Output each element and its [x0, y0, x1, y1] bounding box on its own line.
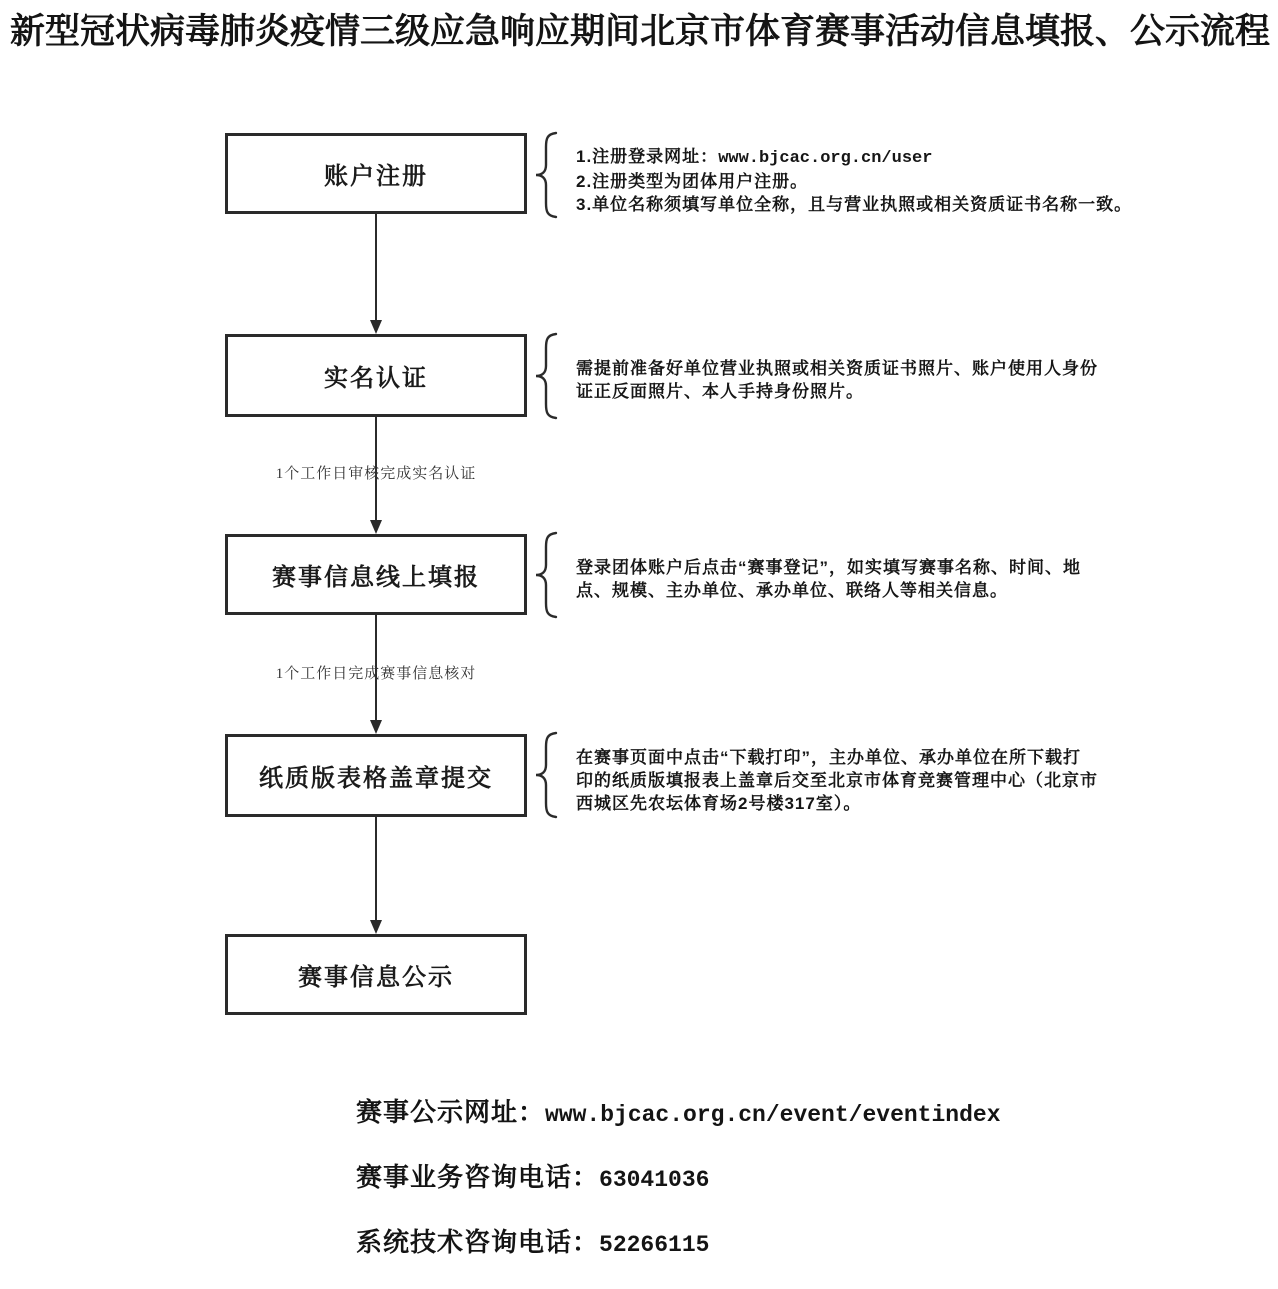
flow-step-label: 赛事信息公示 [298, 965, 454, 991]
connector-label-real-name-review: 1个工作日审核完成实名认证 [275, 466, 477, 482]
flow-step-box-real-name [225, 334, 527, 417]
register-url: www.bjcac.org.cn/user [718, 149, 933, 168]
note-line: 在赛事页面中点击“下载打印”，主办单位、承办单位在所下载打 [576, 748, 1081, 767]
arrow-down-icon [370, 920, 382, 934]
footer-label: 赛事业务咨询电话： [356, 1163, 600, 1192]
arrow-down-icon [370, 720, 382, 734]
footer-label: 赛事公示网址： [356, 1098, 546, 1127]
flow-connector-line [375, 214, 377, 321]
note-line: 西城区先农坛体育场2号楼317室）。 [576, 794, 862, 813]
publicity-url: www.bjcac.org.cn/event/eventindex [545, 1102, 1001, 1128]
step-note-account-register [576, 145, 1248, 216]
footer-line-publicity-url [356, 1092, 1001, 1129]
note-line: 证正反面照片、本人手持身份照片。 [576, 382, 864, 401]
flow-step-label: 赛事信息线上填报 [272, 565, 480, 591]
note-line: 登录团体账户后点击“赛事登记”，如实填写赛事名称、时间、地 [576, 558, 1081, 577]
flow-step-label: 实名认证 [324, 366, 428, 392]
note-line: 印的纸质版填报表上盖章后交至北京市体育竞赛管理中心（北京市 [576, 771, 1098, 790]
note-line: 点、规模、主办单位、承办单位、联络人等相关信息。 [576, 581, 1008, 600]
note-line: 3.单位名称须填写单位全称，且与营业执照或相关资质证书名称一致。 [576, 195, 1133, 214]
step-note-paper-submit [576, 746, 1248, 815]
footer-line-business-phone [356, 1157, 709, 1194]
page-title: 新型冠状病毒肺炎疫情三级应急响应期间北京市体育赛事活动信息填报、公示流程 [10, 12, 1271, 51]
flow-step-box-account-register [225, 133, 527, 214]
flow-step-box-paper-submit [225, 734, 527, 817]
step-note-real-name [576, 357, 1248, 403]
flow-step-label: 账户注册 [324, 164, 428, 190]
arrow-down-icon [370, 320, 382, 334]
tech-phone: 52266115 [599, 1232, 710, 1258]
flow-connector-line [375, 817, 377, 920]
flow-step-label: 纸质版表格盖章提交 [259, 766, 493, 792]
business-phone: 63041036 [599, 1167, 710, 1193]
note-line: 2.注册类型为团体用户注册。 [576, 172, 809, 191]
left-brace-icon [532, 131, 558, 219]
footer-line-tech-phone [356, 1222, 709, 1259]
note-line: 1.注册登录网址：www.bjcac.org.cn/user [576, 147, 933, 168]
footer-label: 系统技术咨询电话： [356, 1228, 600, 1257]
left-brace-icon [532, 731, 558, 819]
left-brace-icon [532, 332, 558, 420]
step-note-online-filing [576, 556, 1248, 602]
connector-label-info-check: 1个工作日完成赛事信息核对 [275, 666, 477, 682]
flow-step-box-event-publicity [225, 934, 527, 1015]
note-line: 需提前准备好单位营业执照或相关资质证书照片、账户使用人身份 [576, 359, 1098, 378]
flow-step-box-online-filing [225, 534, 527, 615]
arrow-down-icon [370, 520, 382, 534]
left-brace-icon [532, 531, 558, 619]
